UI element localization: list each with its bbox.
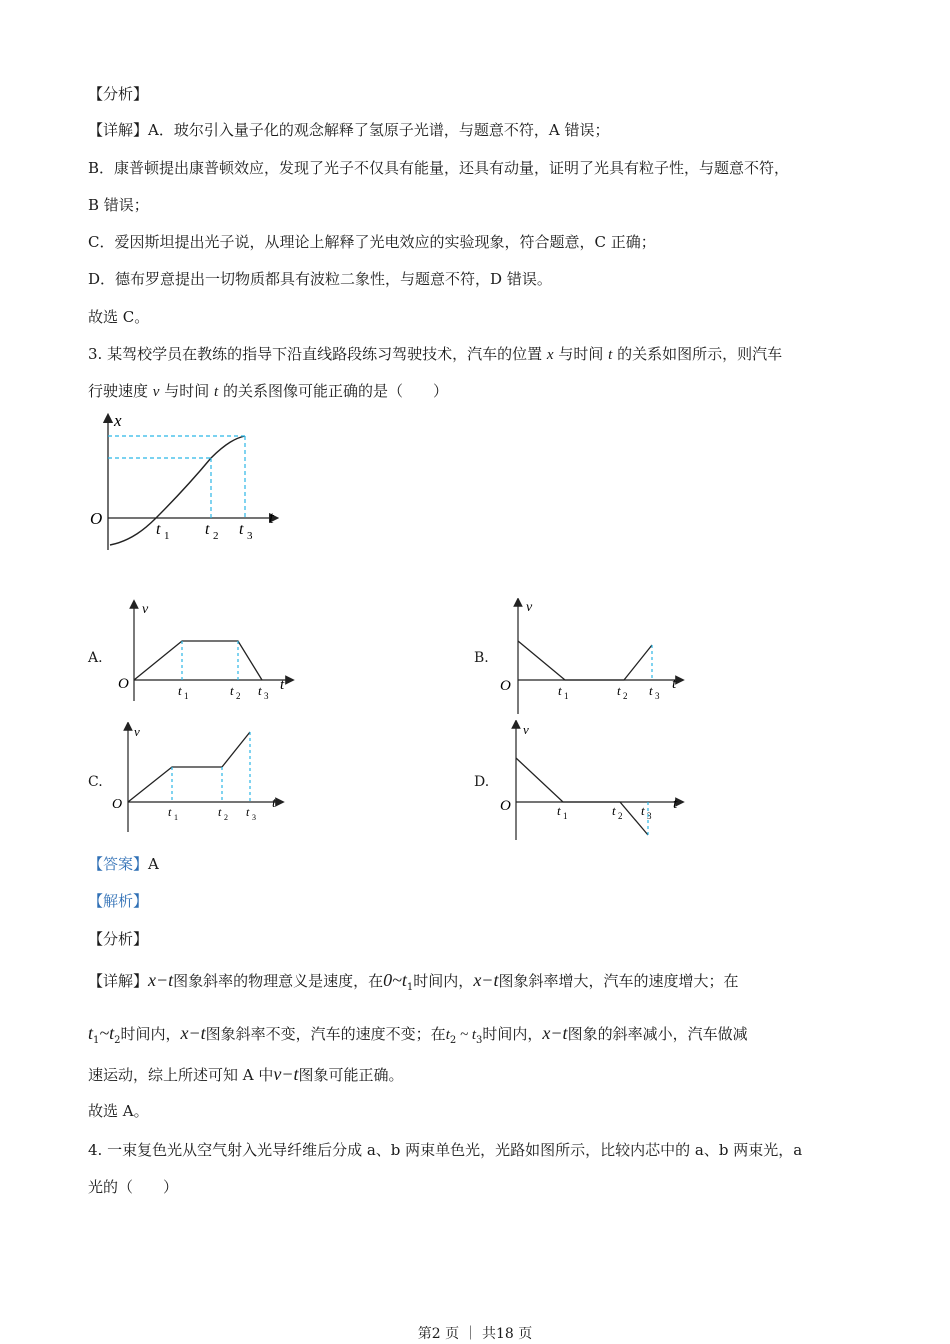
xt-sub-3: 3: [247, 530, 253, 542]
range-0-t1: 0~t: [383, 970, 407, 990]
range-t2: ~t: [99, 1023, 115, 1043]
q3-choice: 故选 A。: [88, 1102, 149, 1120]
C-sub-2: 2: [224, 813, 228, 822]
choice-C: 故选 C。: [88, 308, 150, 326]
C-label-t3: t: [246, 805, 250, 819]
B-label-t2: t: [617, 683, 621, 698]
vt-symbol: v−t: [273, 1064, 299, 1084]
xt-graph: [86, 408, 286, 558]
detail-B-line1: B．康普顿提出康普顿效应，发现了光子不仅具有能量，还具有动量，证明了光具有粒子性，与题意不符，: [88, 159, 790, 177]
q3-detail-part: 速运动，综上所述可知 A 中: [88, 1066, 274, 1084]
q3-detail-part: 图象斜率不变，汽车的速度不变；在: [205, 1025, 446, 1043]
sub-3: 3: [476, 1035, 483, 1046]
q3-detail-part: 图象的斜率减小，汽车做减: [567, 1025, 748, 1043]
q3-detail-line3: [88, 1064, 404, 1085]
option-C-graph: [108, 722, 288, 834]
xt-label-t2: t: [205, 521, 210, 538]
xt-symbol: x−t: [473, 970, 499, 990]
A-label-t: t: [280, 677, 285, 693]
B-label-t3: t: [649, 683, 653, 698]
C-label-t2: t: [218, 805, 222, 819]
xt-label-t: t: [269, 508, 274, 527]
B-label-v: v: [526, 600, 533, 615]
xt-symbol: x−t: [180, 1023, 206, 1043]
D-sub-2: 2: [618, 811, 623, 821]
q3-detail-part: 图象斜率增大，汽车的速度增大；在: [498, 972, 739, 990]
A-label-t2: t: [230, 683, 234, 698]
q3-detail-line1: [88, 970, 738, 998]
q4-stem-line2: 光的（ ）: [88, 1178, 179, 1196]
q3-stem-part: 与时间: [558, 345, 604, 363]
option-D-graph: [496, 720, 686, 842]
answer-value: A: [148, 855, 159, 873]
sub-1: 1: [406, 982, 414, 993]
q3-detail-part: 图象可能正确。: [298, 1066, 404, 1084]
page-footer: 第2 页 ｜ 共18 页: [417, 1326, 533, 1342]
option-B-graph: [496, 598, 686, 716]
detail-label: 【详解】: [88, 121, 149, 139]
B-label-t: t: [672, 676, 677, 692]
sub-2: 2: [449, 1035, 457, 1046]
q3-detail-part: 时间内，: [413, 972, 474, 990]
D-sub-1: 1: [563, 811, 568, 821]
C-sub-1: 1: [174, 813, 178, 822]
A-sub-3: 3: [264, 691, 269, 701]
xt-label-t1: t: [156, 521, 161, 538]
D-label-o: O: [500, 798, 511, 814]
A-label-v: v: [142, 602, 149, 617]
q3-var-v: v: [152, 384, 160, 400]
q4-stem-line1: 4. 一束复色光从空气射入光导纤维后分成 a、b 两束单色光，光路如图所示，比较内芯中的 a、b 两束光，a: [88, 1141, 803, 1159]
option-A-graph: [112, 598, 302, 703]
A-sub-2: 2: [236, 691, 241, 701]
option-B-label: B.: [474, 650, 489, 666]
q3-detail-label: 【详解】: [88, 972, 149, 990]
xt-label-t3: t: [239, 521, 244, 538]
D-label-t3: t: [641, 803, 645, 818]
q3-var-x: x: [546, 347, 554, 363]
sub-2: 2: [114, 1035, 121, 1046]
C-label-t: t: [272, 796, 276, 811]
q3-var-t: t: [608, 347, 613, 363]
range-t3: ~ t: [456, 1027, 477, 1043]
q3-stem-part: 行驶速度: [88, 382, 149, 400]
q3-detail-part: 时间内，: [482, 1025, 543, 1043]
detail-A-text: A．玻尔引入量子化的观念解释了氢原子光谱，与题意不符，A 错误；: [148, 121, 610, 139]
D-label-v: v: [523, 722, 529, 737]
xt-sub-2: 2: [213, 530, 219, 542]
detail-C: C．爱因斯坦提出光子说，从理论上解释了光电效应的实验现象，符合题意，C 正确；: [88, 233, 656, 251]
q3-stem-line2: [88, 381, 448, 402]
B-label-o: O: [500, 678, 511, 694]
sub-1: 1: [93, 1035, 100, 1046]
A-label-t1: t: [178, 683, 182, 698]
q3-stem-part: 与时间: [164, 382, 210, 400]
q3-detail-line2: [88, 1023, 748, 1051]
range-t2b: t: [445, 1027, 450, 1043]
xt-symbol: x−t: [148, 970, 174, 990]
q3-detail-part: 时间内，: [120, 1025, 181, 1043]
detail-A: [88, 120, 609, 140]
q3-stem-part: 3. 某驾校学员在教练的指导下沿直线路段练习驾驶技术，汽车的位置: [88, 345, 543, 363]
B-sub-2: 2: [623, 691, 628, 701]
xt-curve: [110, 436, 245, 545]
xt-label-x: x: [114, 411, 122, 430]
detail-D: D．德布罗意提出一切物质都具有波粒二象性，与题意不符，D 错误。: [88, 270, 552, 288]
q3-analysis-label: 【分析】: [88, 930, 149, 948]
xt-symbol: x−t: [542, 1023, 568, 1043]
q3-var-t2: t: [214, 384, 219, 400]
range-t1: t: [88, 1023, 94, 1043]
C-label-o: O: [112, 797, 123, 812]
C-sub-3: 3: [252, 813, 256, 822]
A-label-o: O: [118, 676, 129, 692]
D-sub-3: 3: [647, 811, 652, 821]
B-sub-1: 1: [564, 691, 569, 701]
A-label-t3: t: [258, 683, 262, 698]
C-label-t1: t: [168, 805, 172, 819]
option-D-label: D.: [474, 774, 490, 790]
detail-B-line2: B 错误；: [88, 196, 149, 214]
analysis-label: 【分析】: [88, 85, 149, 103]
q3-stem-part: 的关系图像可能正确的是（ ）: [223, 382, 449, 400]
A-sub-1: 1: [184, 691, 189, 701]
D-label-t2: t: [612, 803, 616, 818]
B-sub-3: 3: [655, 691, 660, 701]
q3-detail-part: 图象斜率的物理意义是速度，在: [173, 972, 384, 990]
q3-stem-part: 的关系如图所示，则汽车: [617, 345, 783, 363]
B-label-t1: t: [558, 683, 562, 698]
explain-label: 【解析】: [88, 892, 149, 910]
xt-label-o: O: [90, 509, 103, 528]
answer-line: [88, 854, 159, 874]
answer-label: 【答案】: [88, 855, 149, 873]
option-A-label: A.: [88, 650, 103, 666]
option-C-label: C.: [88, 774, 103, 790]
xt-sub-1: 1: [164, 530, 170, 542]
q3-stem-line1: [88, 344, 782, 365]
C-label-v: v: [134, 724, 140, 739]
D-label-t: t: [673, 796, 678, 812]
D-label-t1: t: [557, 803, 561, 818]
